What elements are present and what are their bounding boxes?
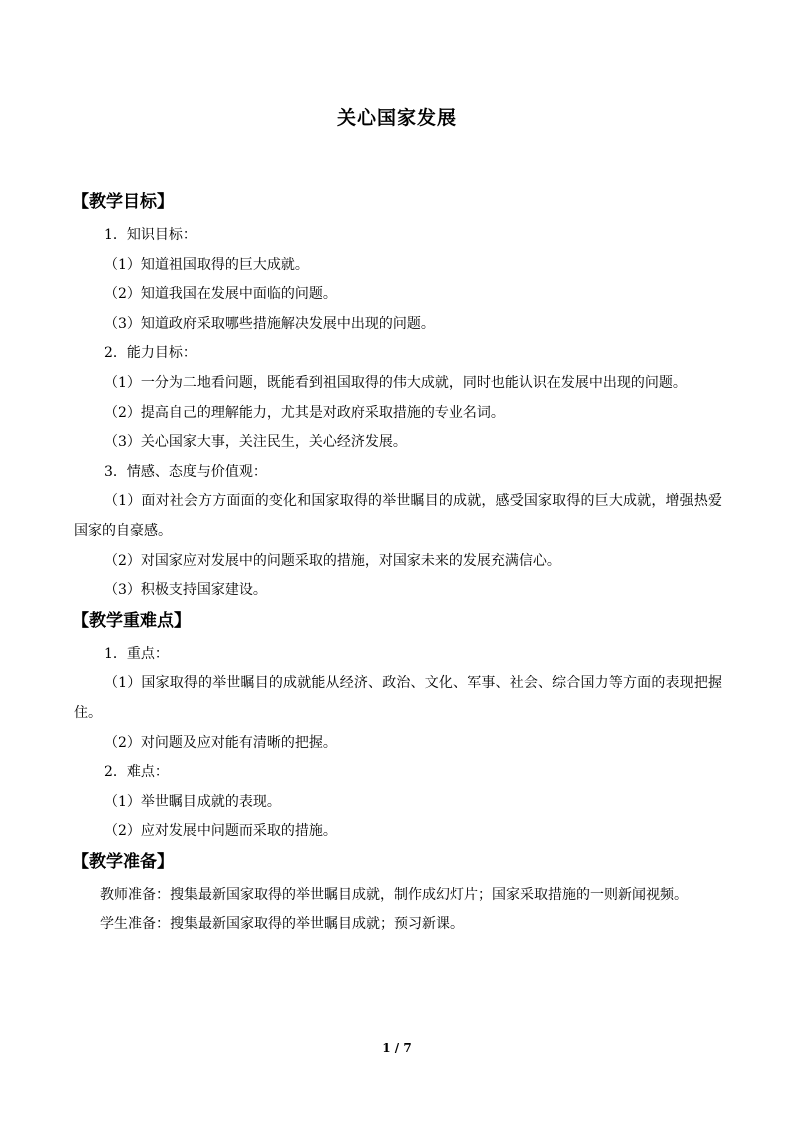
knowledge-objectives-label: 1．知识目标： [104,227,197,243]
knowledge-item: （2）知道我国在发展中面临的问题。 [104,286,337,303]
emotion-item: （3）积极支持国家建设。 [104,582,267,599]
emotion-objectives-label: 3．情感、态度与价值观： [104,463,267,480]
knowledge-item: （1）知道祖国取得的巨大成就。 [104,256,309,273]
key-point-item: （1）国家取得的举世瞩目的成就能从经济、政治、文化、军事、社会、综合国力等方面的表现把握住。 [74,675,722,721]
ability-item: （1）一分为二地看问题，既能看到祖国取得的伟大成就，同时也能认识在发展中出现的问题。 [104,374,687,391]
key-points-label: 1．重点： [104,645,169,662]
section-heading-key-points: 【教学重难点】 [72,610,191,631]
document-title: 关心国家发展 [336,107,457,129]
document-body [74,187,722,940]
knowledge-item: （3）知道政府采取哪些措施解决发展中出现的问题。 [104,315,435,332]
section-heading-objectives: 【教学目标】 [72,192,174,212]
difficult-point-item: （2）应对发展中问题而采取的措施。 [104,823,337,840]
ability-item: （2）提高自己的理解能力，尤其是对政府采取措施的专业名词。 [104,404,505,421]
ability-item: （3）关心国家大事，关注民生，关心经济发展。 [104,434,407,451]
emotion-item: （1）面对社会方方面面的变化和国家取得的举世瞩目的成就，感受国家取得的巨大成就，增强热爱国家的自豪感。 [74,493,722,539]
difficult-point-item: （1）举世瞩目成就的表现。 [104,793,281,810]
ability-objectives-label: 2．能力目标： [104,345,197,362]
key-point-item: （2）对问题及应对能有清晰的把握。 [104,734,337,751]
emotion-item: （2）对国家应对发展中的问题采取的措施，对国家未来的发展充满信心。 [104,552,561,569]
teacher-preparation: 教师准备：搜集最新国家取得的举世瞩目成就，制作成幻灯片；国家采取措施的一则新闻视频。 [100,886,688,903]
section-heading-preparation: 【教学准备】 [72,851,174,872]
difficult-points-label: 2．难点： [104,764,169,781]
student-preparation: 学生准备：搜集最新国家取得的举世瞩目成就；预习新课。 [100,916,464,933]
page-number: 1 / 7 [382,1041,412,1055]
